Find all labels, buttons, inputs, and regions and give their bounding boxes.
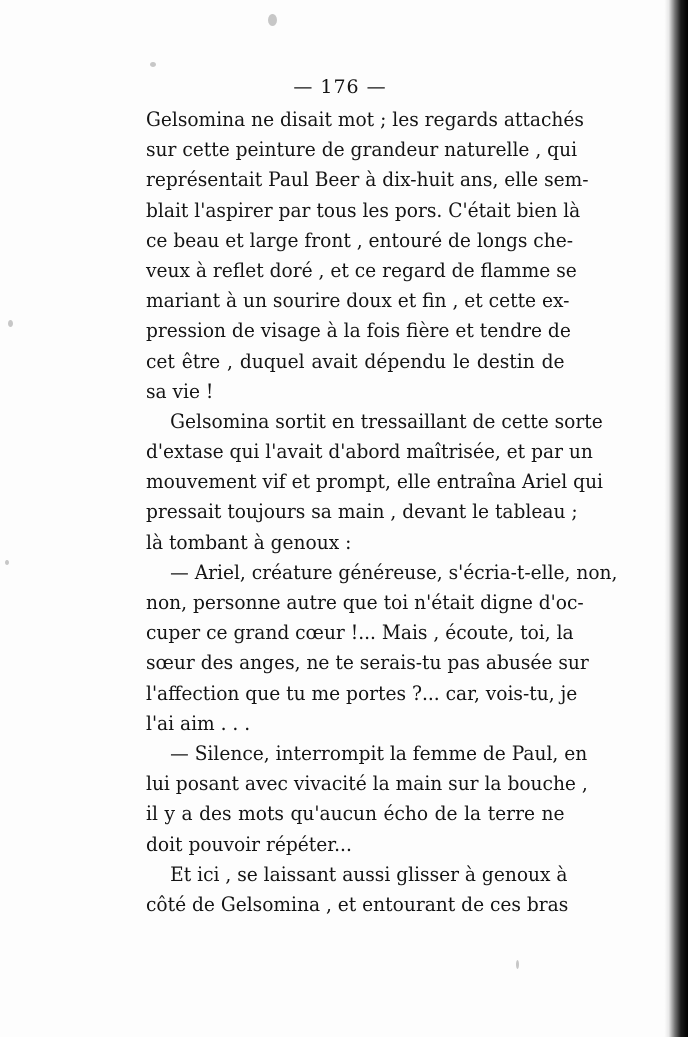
scan-speck [268, 14, 277, 26]
scan-speck [8, 320, 13, 327]
page-number: — 176 — [293, 76, 387, 98]
text-line: il y a des mots qu'aucun écho de la terre ne [146, 801, 565, 826]
text-line: doit pouvoir répéter... [146, 831, 352, 856]
text-line: mariant à un sourire doux et fin , et cette ex- [146, 288, 570, 313]
text-line: Et ici , se laissant aussi glisser à genoux à [170, 861, 568, 886]
text-line: lui posant avec vivacité la main sur la bouche , [146, 771, 588, 796]
text-line: pressait toujours sa main , devant le tableau ; [146, 499, 578, 524]
text-line: blait l'aspirer par tous les pors. C'était bien là [146, 197, 581, 222]
text-line: représentait Paul Beer à dix-huit ans, elle sem- [146, 167, 589, 192]
text-line: sur cette peinture de grandeur naturelle , qui [146, 137, 578, 162]
text-line: pression de visage à la fois fière et tendre de [146, 318, 571, 343]
scan-speck [150, 62, 156, 67]
body-text [146, 104, 618, 919]
text-line: non, personne autre que toi n'était digne d'oc- [146, 590, 584, 614]
scan-speck [5, 560, 9, 565]
text-line: côté de Gelsomina , et entourant de ces bras [146, 891, 569, 916]
text-line: cet être , duquel avait dépendu le destin de [146, 348, 565, 373]
text-line: d'extase qui l'avait d'abord maîtrisée, et par un [146, 439, 593, 464]
text-line: l'affection que tu me portes ?... car, vois-tu, je [146, 680, 578, 705]
text-line: là tombant à genoux : [146, 529, 352, 554]
text-line: sa vie ! [146, 378, 214, 403]
text-line: Gelsomina ne disait mot ; les regards attachés [146, 107, 584, 131]
text-line: — Silence, interrompit la femme de Paul, en [170, 740, 588, 765]
text-line: Gelsomina sortit en tressaillant de cette sorte [170, 408, 603, 433]
text-line: mouvement vif et prompt, elle entraîna Ariel qui [146, 469, 604, 494]
text-line: l'ai aim . . . [146, 710, 251, 735]
text-line: veux à reflet doré , et ce regard de flamme se [146, 257, 577, 282]
text-line: ce beau et large front , entouré de longs che- [146, 227, 574, 252]
scan-speck [516, 960, 519, 969]
text-line: cuper ce grand cœur !... Mais , écoute, toi, la [146, 620, 574, 645]
text-line: sœur des anges, ne te serais-tu pas abusée sur [146, 650, 589, 675]
text-line: — Ariel, créature généreuse, s'écria-t-elle, non, [170, 559, 618, 584]
scan-edge-shadow [664, 0, 688, 1037]
